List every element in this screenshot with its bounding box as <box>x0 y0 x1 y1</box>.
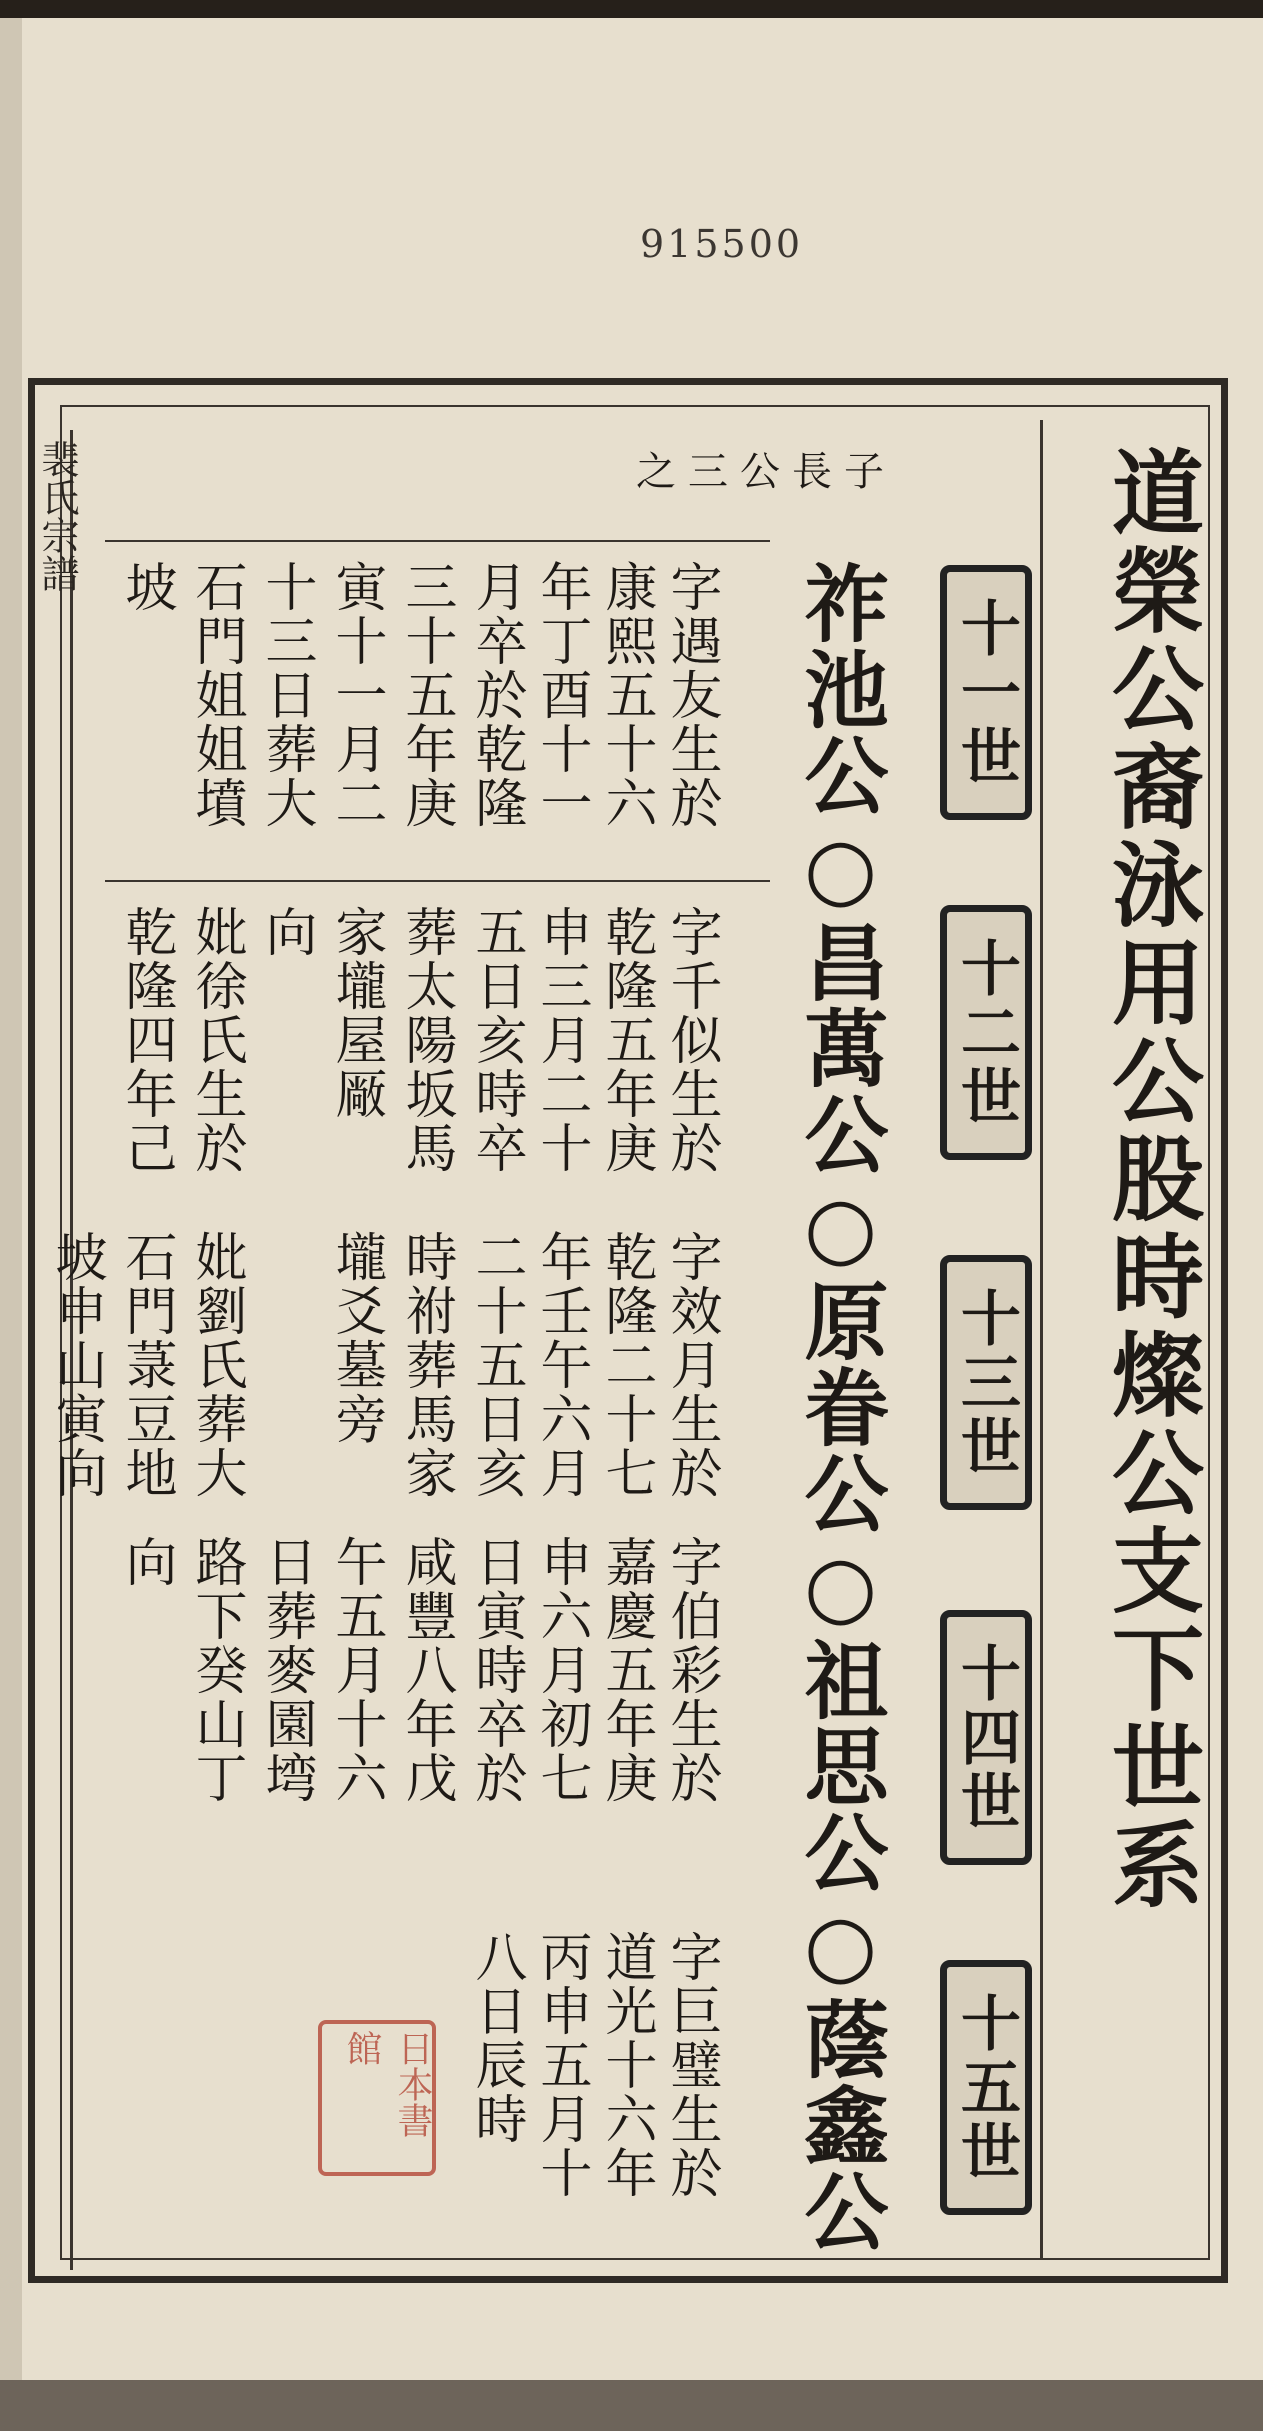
top-edge <box>0 0 1263 18</box>
entry-rule <box>105 540 770 542</box>
collector-seal: 日本書館 <box>318 2020 436 2176</box>
generation-12: 十二世 <box>940 905 1032 1160</box>
lineage-names: 祚池公○昌萬公○原眷公○祖思公○蔭鑫公 <box>791 560 890 2254</box>
generation-11: 十一世 <box>940 565 1032 820</box>
section-heading: 之三公長子 <box>636 449 896 495</box>
entry-rule <box>105 880 770 882</box>
catalog-number: 915500 <box>640 222 804 266</box>
title-rule <box>1040 420 1043 2260</box>
page-title: 道榮公裔泳用公股時燦公支下世系 <box>1097 445 1205 1915</box>
generation-14: 十四世 <box>940 1610 1032 1865</box>
generation-15: 十五世 <box>940 1960 1032 2215</box>
left-edge <box>0 18 22 2431</box>
generation-13: 十三世 <box>940 1255 1032 1510</box>
bottom-edge <box>0 2380 1263 2431</box>
spine-title: 裴氏宗譜 <box>35 440 79 592</box>
